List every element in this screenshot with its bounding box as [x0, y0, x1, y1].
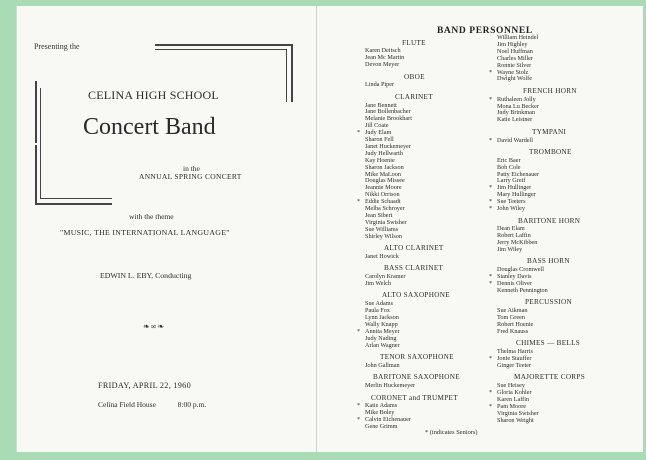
member-name-text: Thelma Harris: [497, 348, 533, 356]
frame-line: [155, 49, 287, 50]
member-name-text: Devon Meyer: [365, 61, 400, 69]
member-name-text: Gene Grimm: [365, 423, 398, 431]
section-heading: PERCUSSION: [525, 298, 572, 307]
senior-star-icon: *: [489, 273, 493, 281]
concert-time: 8:00 p.m.: [177, 400, 207, 409]
member-name-text: Sue Heisey: [497, 382, 526, 390]
member-name-text: Jeannie Moore: [365, 184, 402, 192]
section-heading: FLUTE: [402, 38, 426, 47]
member-name: [497, 117, 617, 124]
member-name-text: David Wardell: [497, 136, 533, 144]
member-name-text: Sharon Fell: [365, 136, 394, 144]
member-name-text: Judy Brinkman: [497, 109, 535, 117]
member-name-text: Jim Hullinger: [497, 184, 532, 192]
senior-star-icon: *: [489, 184, 493, 192]
member-name-text: Katie Leistner: [497, 116, 533, 124]
section-heading: BASS CLARINET: [384, 264, 444, 273]
member-name-text: Ruthaleen Jolly: [497, 95, 536, 103]
personnel-title: BAND PERSONNEL: [437, 26, 533, 36]
concert-date: FRIDAY, APRIL 22, 1960: [98, 381, 191, 390]
frame-line: [35, 81, 37, 143]
member-name-text: Patty Eichenauer: [497, 170, 540, 178]
seniors-footnote: * (indicates Seniors): [425, 429, 478, 436]
member-name-text: Jane Bennett: [365, 101, 397, 109]
member-name-text: Robert Hoenie: [497, 320, 534, 328]
member-name-text: Calvin Eichenauer: [365, 416, 411, 424]
member-name-text: Wayne Stolz: [497, 68, 529, 76]
member-name-text: Jane Bollenbacher: [365, 108, 411, 116]
member-name-text: Sharon Weight: [497, 416, 534, 424]
senior-star-icon: *: [489, 198, 493, 206]
member-name-text: Stanley Davis: [497, 273, 532, 281]
senior-star-icon: *: [489, 354, 493, 362]
ornament-icon: ❧∞❧: [143, 322, 166, 331]
section-heading: BASS HORN: [527, 257, 570, 266]
member-name-text: Arlan Wagner: [365, 341, 400, 349]
member-name-text: Karen Deitsch: [365, 47, 401, 55]
senior-star-icon: *: [489, 280, 493, 288]
member-name-text: Shirley Wilson: [365, 232, 402, 240]
senior-star-icon: *: [357, 402, 361, 410]
section-heading: CORONET and TRUMPET: [371, 393, 458, 402]
senior-star-icon: *: [489, 389, 493, 396]
band-title: Concert Band: [83, 114, 216, 140]
senior-star-icon: *: [489, 68, 493, 76]
member-name-text: Robert Laffin: [497, 232, 531, 240]
member-name: [365, 281, 475, 288]
member-name: [365, 363, 475, 370]
member-name-text: Douglas Cromwell: [497, 266, 544, 274]
section-heading: OBOE: [404, 72, 425, 81]
member-name-text: Jerry McKibben: [497, 239, 538, 247]
member-name: [497, 247, 617, 254]
personnel-right-column: [489, 34, 617, 425]
frame-line: [291, 44, 293, 102]
member-name-text: Ginger Teeter: [497, 361, 531, 369]
member-name: [489, 136, 617, 145]
section-heading: BARITONE HORN: [518, 216, 581, 225]
section-heading: TROMBONE: [529, 147, 572, 156]
member-name: [497, 329, 617, 336]
member-name-text: Merlin Huckemeyer: [365, 382, 415, 390]
member-name-text: Judy Hellwarth: [365, 149, 403, 157]
member-name: [497, 76, 617, 83]
member-name-text: Mona Lu Becker: [497, 102, 539, 110]
senior-star-icon: *: [357, 198, 361, 206]
member-name-text: Wally Knapp: [365, 320, 398, 328]
member-name-text: Annita Meyer: [365, 327, 400, 335]
member-name-text: Noel Huffman: [497, 47, 533, 55]
section-heading: CHIMES — BELLS: [516, 339, 581, 348]
member-name: [489, 205, 617, 213]
member-name: [365, 82, 475, 89]
member-name-text: Lynn Jackson: [365, 314, 399, 322]
member-name-text: Judy Elam: [365, 129, 392, 137]
frame-line: [40, 88, 41, 143]
member-name: [365, 254, 475, 261]
member-name-text: Sue Williams: [365, 225, 399, 233]
member-name-text: Sharon Jackson: [365, 163, 404, 171]
member-name-text: Virginia Swisher: [365, 218, 407, 226]
member-name: [497, 288, 617, 295]
member-name-text: Kenneth Pennington: [497, 286, 548, 294]
member-name-text: Melba Schroyer: [365, 205, 405, 213]
section-heading: TENOR SAXOPHONE: [380, 353, 454, 362]
member-name: [497, 418, 617, 425]
member-name-text: Dennis Oliver: [497, 280, 532, 288]
presenting-text: Presenting the: [34, 42, 80, 51]
member-name-text: Mary Hullinger: [497, 191, 536, 199]
member-name-text: Paula Fox: [365, 307, 390, 315]
member-name-text: Nikki Orrison: [365, 191, 400, 199]
member-name-text: Sue Teeters: [497, 198, 526, 206]
member-name-text: William Heindel: [497, 34, 539, 41]
section-heading: TYMPANI: [532, 127, 567, 136]
member-name-text: Carolyn Kramer: [365, 273, 406, 281]
frame-line: [286, 49, 287, 102]
senior-star-icon: *: [357, 416, 361, 424]
member-name-text: John Gallman: [365, 361, 400, 369]
senior-star-icon: *: [489, 402, 493, 410]
member-name-text: Eric Baer: [497, 156, 521, 164]
member-name-text: Jean Mc Martin: [365, 54, 405, 62]
senior-star-icon: *: [489, 95, 493, 103]
member-name-text: Bob Cole: [497, 163, 521, 171]
member-name-text: Jim Wiley: [497, 246, 523, 254]
member-name-text: Janet Howick: [365, 252, 399, 260]
section-heading: MAJORETTE CORPS: [514, 373, 585, 382]
member-name: [497, 363, 617, 370]
member-name-text: Judy Nading: [365, 334, 397, 342]
with-theme-text: with the theme: [129, 212, 174, 221]
member-name: [365, 383, 475, 390]
venue-line: [98, 400, 206, 409]
member-name-text: Jonie Stauffer: [497, 354, 532, 362]
member-name-text: Karen Laffin: [497, 395, 530, 403]
member-name-text: Fred Knauss: [497, 327, 529, 335]
member-name-text: Sue Adams: [365, 300, 394, 308]
member-name-text: Virginia Swisher: [497, 409, 539, 417]
member-name: [365, 343, 475, 350]
section-heading: CLARINET: [395, 92, 433, 101]
member-name-text: Tom Green: [497, 314, 525, 322]
member-name-text: Janet Huckemeyer: [365, 142, 411, 150]
member-name-text: Douglas Missee: [365, 177, 405, 185]
member-name-text: Pam Moore: [497, 402, 527, 410]
in-the-text: in the: [183, 164, 200, 173]
section-heading: BARITONE SAXOPHONE: [373, 373, 460, 382]
member-name-text: Mike MaLoon: [365, 170, 401, 178]
personnel-left-column: [357, 35, 475, 431]
member-name-text: Sue Aikman: [497, 307, 528, 315]
frame-line: [40, 198, 112, 199]
member-name-text: Eddie Schaadt: [365, 198, 401, 206]
member-name-text: Gloria Kohler: [497, 389, 532, 396]
member-name-text: Jean Sibert: [365, 212, 393, 220]
senior-star-icon: *: [489, 205, 493, 213]
venue-name: Celina Field House: [98, 400, 156, 409]
section-heading: ALTO CLARINET: [384, 244, 444, 253]
senior-star-icon: *: [357, 129, 361, 137]
member-name-text: John Wiley: [497, 205, 525, 213]
member-name-text: Charles Miller: [497, 54, 533, 62]
frame-line: [35, 145, 37, 205]
school-name: CELINA HIGH SCHOOL: [88, 88, 219, 102]
member-name-text: Linda Piper: [365, 81, 395, 89]
section-heading: FRENCH HORN: [523, 86, 577, 95]
senior-star-icon: *: [489, 136, 493, 144]
member-name-text: Jill Coate: [365, 122, 389, 130]
member-name: [365, 62, 475, 69]
member-name-text: Melanie Brookhart: [365, 115, 412, 123]
member-name-text: Kay Hoenie: [365, 156, 395, 164]
frame-line: [40, 143, 41, 199]
page-fold: [316, 6, 317, 452]
conductor-text: EDWIN L. EBY, Conducting: [100, 271, 192, 280]
member-name-text: Dwight Wolfe: [497, 75, 532, 83]
member-name-text: Jim Highley: [497, 40, 528, 48]
section-heading: ALTO SAXOPHONE: [382, 291, 450, 300]
member-name-text: Dean Elam: [497, 225, 525, 233]
member-name-text: Larry Greif: [497, 177, 526, 185]
theme-text: "MUSIC, THE INTERNATIONAL LANGUAGE": [60, 228, 230, 237]
member-name-text: Katie Adams: [365, 402, 398, 410]
member-name: [365, 234, 475, 241]
member-name-text: Mike Boley: [365, 409, 395, 417]
frame-line: [155, 44, 292, 46]
occasion-text: ANNUAL SPRING CONCERT: [139, 172, 242, 181]
frame-line: [35, 203, 112, 205]
senior-star-icon: *: [357, 327, 361, 335]
member-name-text: Jim Welch: [365, 280, 392, 288]
member-name-text: Ronnie Silver: [497, 61, 532, 69]
